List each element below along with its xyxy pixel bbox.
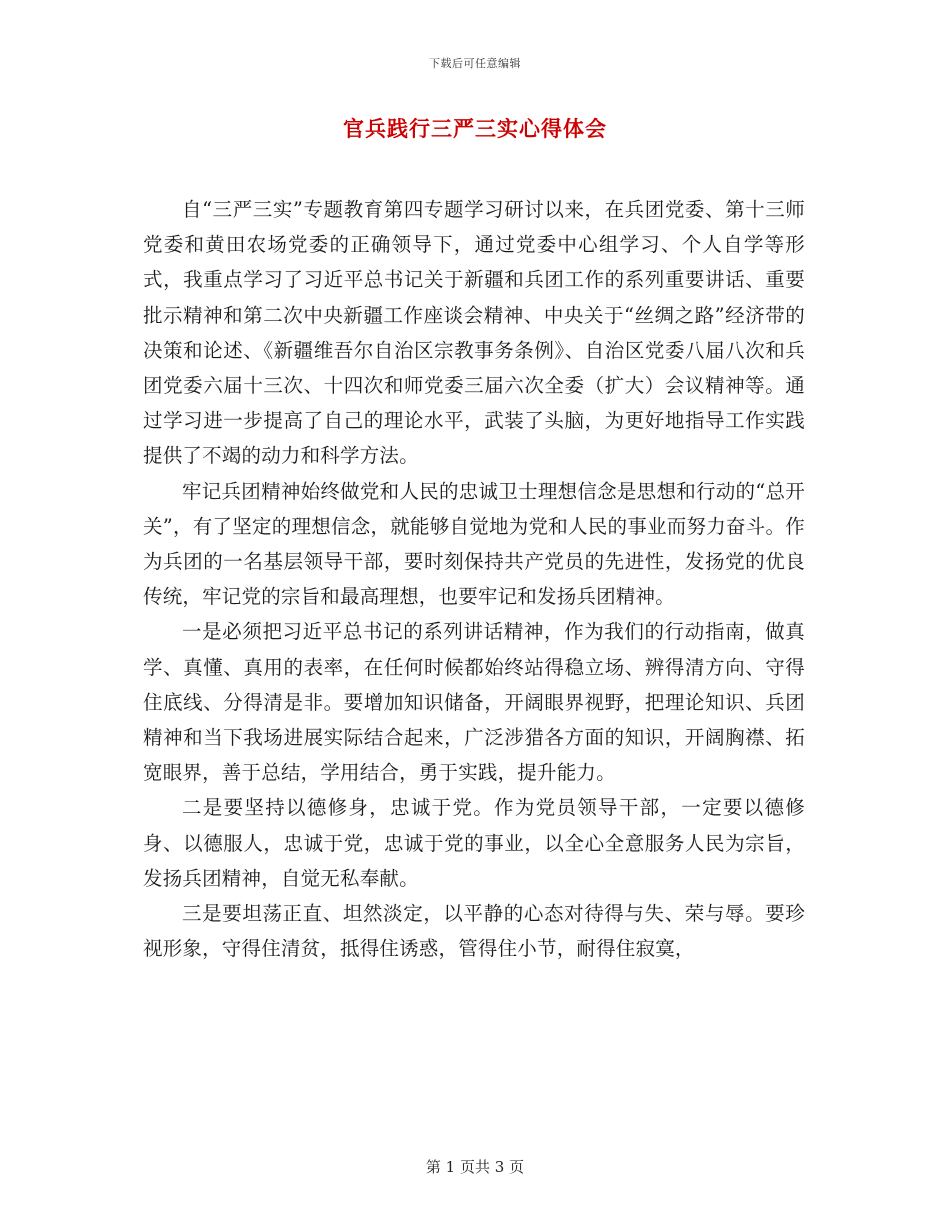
paragraph-4: 二是要坚持以德修身，忠诚于党。作为党员领导干部，一定要以德修身、以德服人，忠诚于党，忠诚于党的事业，以全心全意服务人民为宗旨，发扬兵团精神，自觉无私奉献。 (143, 796, 805, 890)
paragraph-3: 一是必须把习近平总书记的系列讲话精神，作为我们的行动指南，做真学、真懂、真用的表率，在任何时候都始终站得稳立场、辨得清方向、守得住底线、分得清是非。要增加知识储备，开阔眼界视野，把理论知识、兵团精神和当下我场进展实际结合起来，广泛涉猎各方面的知识，开阔胸襟、拓宽眼界，善于总结，学用结合，勇于实践，提升能力。 (143, 620, 805, 785)
document-title: 官兵践行三严三实心得体会 (343, 116, 607, 141)
header-note: 下载后可任意编辑 (429, 57, 521, 70)
paragraph-1: 自“三严三实”专题教育第四专题学习研讨以来，在兵团党委、第十三师党委和黄田农场党委的正确领导下，通过党委中心组学习、个人自学等形式，我重点学习了习近平总书记关于新疆和兵团工作的系列重要讲话、重要批示精神和第二次中央新疆工作座谈会精神、中央关于“丝绸之路”经济带的决策和论述、《新疆维吾尔自治区宗教事务条例》、自治区党委八届八次和兵团党委六届十三次、十四次和师党委三届六次全委（扩大）会议精神等。通过学习进一步提高了自己的理论水平，武装了头脑，为更好地指导工作实践提供了不竭的动力和科学方法。 (143, 198, 805, 468)
paragraph-2: 牢记兵团精神始终做党和人民的忠诚卫士理想信念是思想和行动的“总开关”，有了坚定的理想信念，就能够自觉地为党和人民的事业而努力奋斗。作为兵团的一名基层领导干部，要时刻保持共产党员的先进性，发扬党的优良传统，牢记党的宗旨和最高理想，也要牢记和发扬兵团精神。 (143, 479, 805, 609)
paragraph-5: 三是要坦荡正直、坦然淡定，以平静的心态对待得与失、荣与辱。要珍视形象，守得住清贫，抵得住诱惑，管得住小节，耐得住寂寞， (143, 902, 805, 961)
document-body (143, 192, 805, 966)
page-number-footer: 第 1 页共 3 页 (425, 1158, 525, 1176)
